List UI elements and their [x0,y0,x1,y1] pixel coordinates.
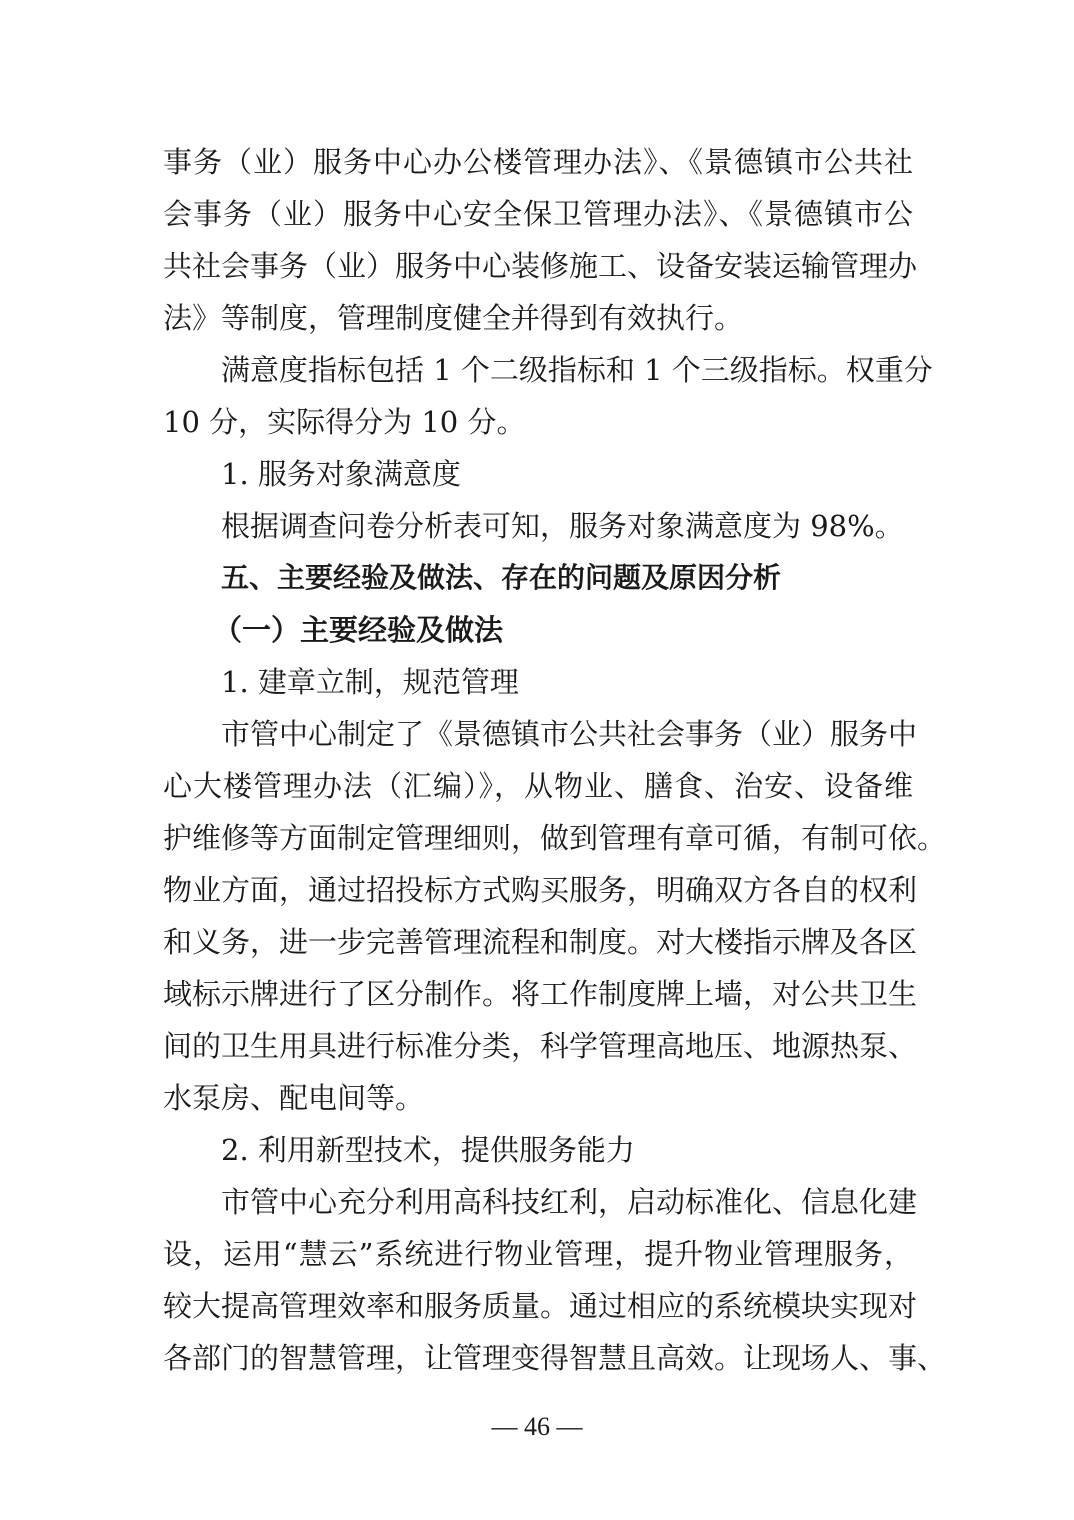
text-line: 域标示牌进行了区分制作。将工作制度牌上墙，对公共卫生 [163,977,918,1011]
subsection-heading: （一）主要经验及做法 [213,613,504,647]
text-line: 会事务（业）服务中心安全保卫管理办法》、《景德镇市公 [163,197,913,231]
text-line: 较大提高管理效率和服务质量。通过相应的系统模块实现对 [163,1289,918,1323]
section-item-title: 1. 服务对象满意度 [221,457,461,491]
text-line: 市管中心制定了《景德镇市公共社会事务（业）服务中 [221,717,918,751]
text-line: 各部门的智慧管理，让管理变得智慧且高效。让现场人、事、 [163,1341,947,1375]
text-line: 法》等制度，管理制度健全并得到有效执行。 [163,301,744,335]
section-item-title: 1. 建章立制，规范管理 [221,665,519,699]
text-line: 共社会事务（业）服务中心装修施工、设备安装运输管理办 [163,249,918,283]
page-number: — 46 — [491,1412,583,1441]
text-line: 市管中心充分利用高科技红利，启动标准化、信息化建 [221,1185,918,1219]
section-item-title: 2. 利用新型技术，提供服务能力 [221,1133,635,1167]
text-line: 间的卫生用具进行标准分类，科学管理高地压、地源热泵、 [163,1029,918,1063]
text-line: 根据调查问卷分析表可知，服务对象满意度为 98%。 [221,509,904,543]
text-line: 水泵房、配电间等。 [163,1081,425,1115]
text-line: 事务（业）服务中心办公楼管理办法》、《景德镇市公共社 [163,145,913,179]
text-line: 物业方面，通过招投标方式购买服务，明确双方各自的权利 [163,873,918,907]
text-line: 10 分，实际得分为 10 分。 [163,405,526,439]
text-line: 设，运用“慧云”系统进行物业管理，提升物业管理服务， [163,1237,913,1271]
text-line: 和义务，进一步完善管理流程和制度。对大楼指示牌及各区 [163,925,918,959]
body-text [163,136,947,1384]
text-line: 心大楼管理办法（汇编）》，从物业、膳食、治安、设备维 [163,769,913,803]
section-heading: 五、主要经验及做法、存在的问题及原因分析 [221,561,782,594]
text-line: 满意度指标包括 1 个二级指标和 1 个三级指标。权重分 [221,353,933,387]
text-line: 护维修等方面制定管理细则，做到管理有章可循，有制可依。 [163,821,947,855]
